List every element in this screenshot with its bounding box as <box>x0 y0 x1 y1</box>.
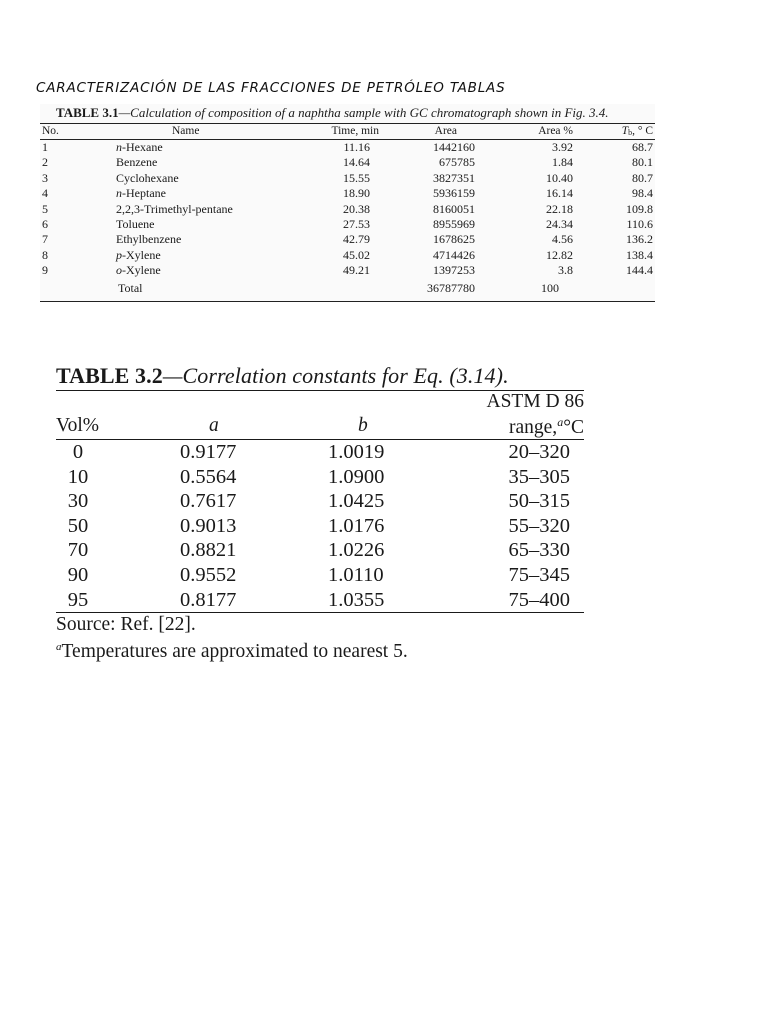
cell-tb: 138.4 <box>626 247 653 262</box>
cell-name-text: -Hexane <box>122 140 163 154</box>
cell-b: 1.0176 <box>328 514 385 537</box>
table-row <box>56 489 584 514</box>
cell-area-pct: 22.18 <box>546 201 573 216</box>
table-row <box>40 140 655 155</box>
cell-no: 3 <box>42 170 48 185</box>
cell-area: 1397253 <box>433 263 475 278</box>
cell-name <box>116 171 179 186</box>
cell-no: 1 <box>42 140 48 154</box>
cell-time: 49.21 <box>343 263 370 278</box>
cell-name-text: -Heptane <box>122 186 166 201</box>
cell-a: 0.9013 <box>180 514 237 537</box>
total-label: Total <box>118 280 143 295</box>
cell-vol: 10 <box>67 465 89 488</box>
cell-name <box>116 186 166 201</box>
cell-range: 65–330 <box>508 539 570 562</box>
cell-name-text: Ethylbenzene <box>116 232 182 247</box>
cell-name <box>116 202 233 217</box>
cell-b: 1.0355 <box>328 588 385 611</box>
cell-range: 75–345 <box>508 563 570 586</box>
table-row <box>40 217 655 232</box>
cell-name-prefix: n <box>116 186 122 201</box>
cell-no: 6 <box>42 216 48 231</box>
header-tb-unit: , ° C <box>632 125 653 137</box>
header-area-pct: Area % <box>538 125 573 137</box>
table-3-2-source: Source: Ref. [22]. <box>56 614 196 636</box>
total-area: 36787780 <box>427 280 475 295</box>
table-3-1 <box>40 104 655 302</box>
header-astm-line1: ASTM D 86 <box>486 391 584 412</box>
cell-b: 1.0019 <box>328 441 385 463</box>
cell-name-text: Benzene <box>116 155 158 170</box>
cell-vol: 70 <box>67 539 89 562</box>
table-3-1-total-row <box>40 279 655 297</box>
header-a: a <box>209 415 219 436</box>
cell-tb: 80.1 <box>632 155 653 170</box>
cell-b: 1.0900 <box>328 465 385 488</box>
cell-b: 1.0110 <box>328 563 384 586</box>
header-time: Time, min <box>331 125 379 137</box>
cell-name-text: -Xylene <box>122 263 161 278</box>
table-row <box>40 186 655 201</box>
cell-name-prefix: o <box>116 263 122 278</box>
total-area-pct: 100 <box>541 280 559 295</box>
cell-name-prefix: p <box>116 247 122 262</box>
cell-time: 11.16 <box>343 140 370 154</box>
cell-time: 14.64 <box>343 155 370 170</box>
cell-no: 7 <box>42 232 48 247</box>
header-b: b <box>358 415 368 436</box>
cell-a: 0.5564 <box>180 465 237 488</box>
cell-area-pct: 10.40 <box>546 170 573 185</box>
cell-name-text: Cyclohexane <box>116 170 179 185</box>
table-row <box>40 263 655 278</box>
header-tb-subscript: b <box>628 128 633 137</box>
cell-area: 5936159 <box>433 186 475 201</box>
table-3-2-header <box>56 391 584 439</box>
table-row <box>40 171 655 186</box>
table-3-1-caption-label: TABLE 3.1 <box>56 105 119 120</box>
cell-tb: 109.8 <box>626 201 653 216</box>
cell-time: 45.02 <box>343 247 370 262</box>
cell-area-pct: 3.8 <box>558 263 573 278</box>
cell-name <box>116 232 181 247</box>
cell-range: 20–320 <box>508 441 570 463</box>
cell-b: 1.0425 <box>328 490 385 513</box>
table-3-2-caption-label: TABLE 3.2 <box>56 363 163 388</box>
cell-no: 5 <box>42 201 48 216</box>
cell-a: 0.9552 <box>180 563 237 586</box>
table-row <box>56 538 584 563</box>
cell-name <box>116 263 161 278</box>
cell-name-text: Toluene <box>116 216 155 231</box>
cell-a: 0.7617 <box>180 490 237 513</box>
table-3-2-body <box>56 440 584 612</box>
cell-vol: 90 <box>67 563 89 586</box>
cell-name <box>116 140 163 155</box>
table-row <box>40 232 655 247</box>
table-row <box>40 248 655 263</box>
cell-area: 8955969 <box>433 216 475 231</box>
cell-area: 675785 <box>439 155 475 170</box>
cell-range: 55–320 <box>508 514 570 537</box>
cell-area-pct: 12.82 <box>546 247 573 262</box>
table-3-1-body <box>40 140 655 279</box>
table-3-1-caption <box>40 104 655 122</box>
cell-area: 1678625 <box>433 232 475 247</box>
cell-area: 4714426 <box>433 247 475 262</box>
table-row <box>56 440 584 465</box>
table-3-2 <box>56 362 584 663</box>
table-row <box>56 563 584 588</box>
cell-no: 4 <box>42 186 48 201</box>
header-tb <box>622 124 653 140</box>
cell-a: 0.8177 <box>180 588 237 611</box>
cell-area: 8160051 <box>433 201 475 216</box>
table-row <box>56 588 584 613</box>
table-3-2-footnote <box>56 636 584 663</box>
cell-vol: 95 <box>67 588 89 611</box>
cell-tb: 144.4 <box>626 263 653 278</box>
header-area: Area <box>434 125 457 137</box>
table-row <box>40 202 655 217</box>
cell-tb: 110.6 <box>626 216 653 231</box>
header-range-unit: °C <box>563 417 584 438</box>
header-range-label: range, <box>509 417 558 438</box>
cell-time: 27.53 <box>343 216 370 231</box>
table-row <box>56 514 584 539</box>
cell-vol: 50 <box>67 514 89 537</box>
header-vol: Vol% <box>56 415 99 436</box>
cell-name <box>116 248 161 263</box>
table-3-1-caption-text: —Calculation of composition of a naphtha sample with GC chromatograph shown in Fig. 3.4. <box>118 105 609 120</box>
header-no: No. <box>42 125 59 137</box>
table-3-1-header <box>40 124 655 139</box>
cell-area-pct: 4.56 <box>552 232 573 247</box>
cell-no: 9 <box>42 263 48 278</box>
cell-time: 15.55 <box>343 170 370 185</box>
table-row <box>56 465 584 490</box>
header-tb-symbol: T <box>621 125 629 137</box>
cell-time: 42.79 <box>343 232 370 247</box>
cell-no: 2 <box>42 155 48 170</box>
cell-a: 0.9177 <box>180 441 237 463</box>
cell-name-text: 2,2,3-Trimethyl-pentane <box>116 201 233 216</box>
cell-area: 3827351 <box>433 170 475 185</box>
cell-tb: 68.7 <box>632 140 653 154</box>
cell-time: 18.90 <box>343 186 370 201</box>
cell-name <box>116 155 157 170</box>
cell-vol: 0 <box>72 441 84 463</box>
cell-tb: 80.7 <box>632 170 653 185</box>
footnote-text: Temperatures are approximated to nearest 5. <box>61 641 408 663</box>
header-range-footnote-mark: a <box>557 415 564 429</box>
cell-range: 50–315 <box>508 490 570 513</box>
cell-name-text: -Xylene <box>122 247 161 262</box>
cell-range: 35–305 <box>508 465 570 488</box>
table-3-1-bottom-rule <box>40 301 655 302</box>
cell-area-pct: 3.92 <box>552 140 573 154</box>
cell-a: 0.8821 <box>180 539 237 562</box>
footnote-mark: a <box>56 641 62 654</box>
cell-vol: 30 <box>67 490 89 513</box>
cell-area: 1442160 <box>433 140 475 154</box>
table-3-2-caption-text: —Correlation constants for Eq. (3.14). <box>162 363 509 388</box>
cell-no: 8 <box>42 247 48 262</box>
cell-tb: 136.2 <box>626 232 653 247</box>
table-row <box>40 155 655 170</box>
page-heading: CARACTERIZACIÓN DE LAS FRACCIONES DE PETRÓLEO TABLAS <box>36 80 506 96</box>
cell-area-pct: 24.34 <box>546 216 573 231</box>
cell-b: 1.0226 <box>328 539 385 562</box>
header-astm-line2 <box>509 415 584 439</box>
cell-area-pct: 1.84 <box>552 155 573 170</box>
cell-range: 75–400 <box>508 588 570 611</box>
header-name: Name <box>172 125 200 137</box>
cell-area-pct: 16.14 <box>546 186 573 201</box>
cell-time: 20.38 <box>343 201 370 216</box>
cell-tb: 98.4 <box>632 186 653 201</box>
table-3-2-caption <box>56 362 584 390</box>
cell-name-prefix: n <box>116 140 122 154</box>
cell-name <box>116 217 154 232</box>
